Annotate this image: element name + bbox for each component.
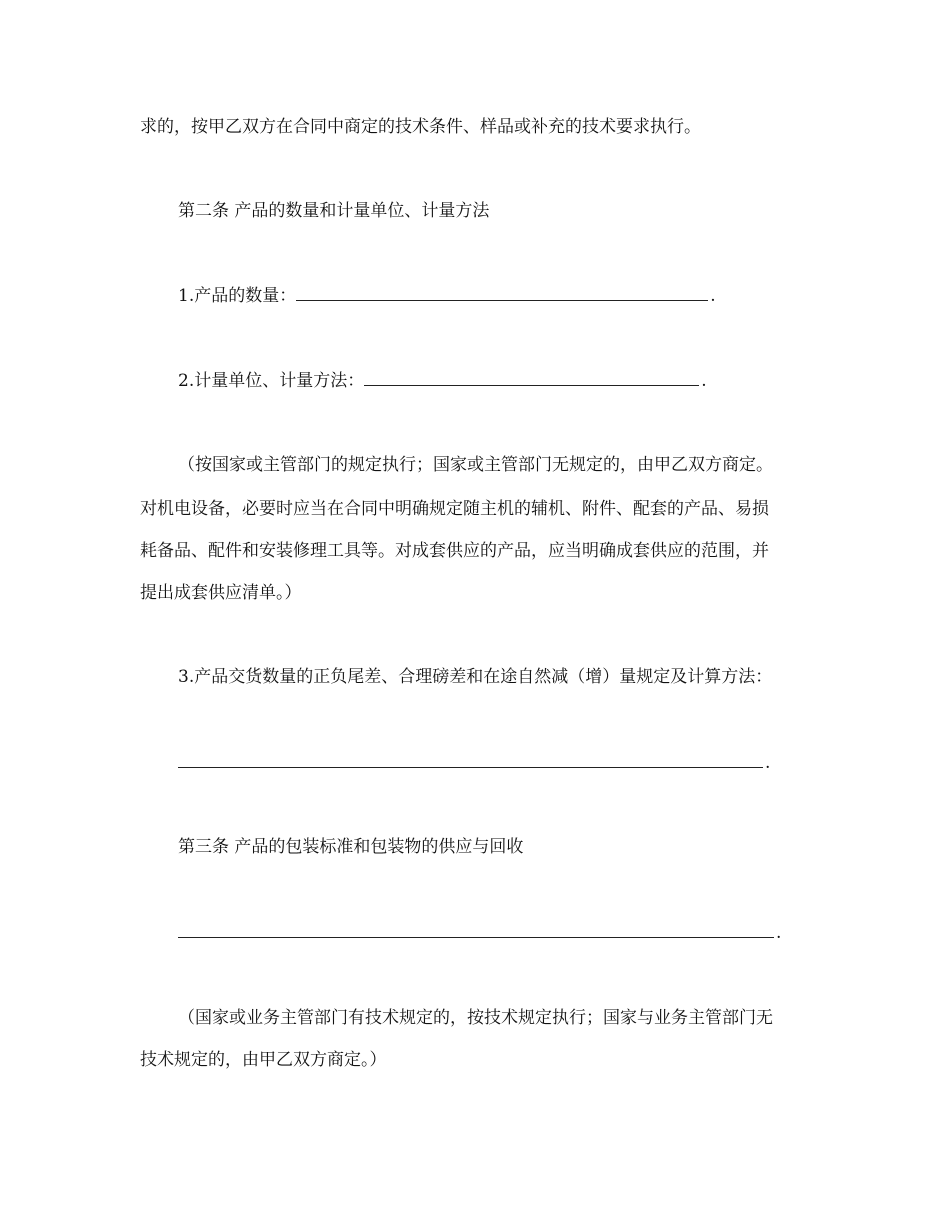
note-1-line-1: （按国家或主管部门的规定执行；国家或主管部门无规定的，由甲乙双方商定。 bbox=[178, 455, 773, 475]
item-1-blank bbox=[296, 285, 708, 301]
item-2-end: . bbox=[701, 371, 707, 391]
note-1-line-2: 对机电设备，必要时应当在合同中明确规定随主机的辅机、附件、配套的产品、易损 bbox=[140, 499, 769, 519]
note-1-line-3: 耗备品、配件和安装修理工具等。对成套供应的产品，应当明确成套供应的范围，并 bbox=[140, 541, 769, 561]
article-3-title: 第三条 产品的包装标准和包装物的供应与回收 bbox=[178, 837, 524, 857]
article-3-blank bbox=[178, 922, 774, 938]
note-2-line-1: （国家或业务主管部门有技术规定的，按技术规定执行；国家与业务主管部门无 bbox=[178, 1008, 773, 1028]
article-2-title: 第二条 产品的数量和计量单位、计量方法 bbox=[178, 201, 490, 221]
item-3-blank bbox=[178, 752, 763, 768]
item-2-blank bbox=[364, 370, 699, 386]
article-3-end: . bbox=[776, 923, 782, 943]
item-3-blank-row bbox=[178, 752, 770, 774]
paragraph-continuation: 求的，按甲乙双方在合同中商定的技术条件、样品或补充的技术要求执行。 bbox=[140, 117, 701, 137]
article-3-blank-row bbox=[178, 922, 781, 944]
item-1-label: 1.产品的数量： bbox=[178, 286, 297, 306]
item-1-row bbox=[178, 285, 716, 307]
note-2-line-2: 技术规定的，由甲乙双方商定。） bbox=[140, 1050, 387, 1070]
item-3-end: . bbox=[765, 753, 771, 773]
item-2-row bbox=[178, 370, 707, 392]
item-2-label: 2.计量单位、计量方法： bbox=[178, 371, 365, 391]
item-3-label: 3.产品交货数量的正负尾差、合理磅差和在途自然减（增）量规定及计算方法： bbox=[178, 667, 773, 687]
item-1-end: . bbox=[710, 286, 716, 306]
note-1-line-4: 提出成套供应清单。） bbox=[140, 583, 302, 603]
